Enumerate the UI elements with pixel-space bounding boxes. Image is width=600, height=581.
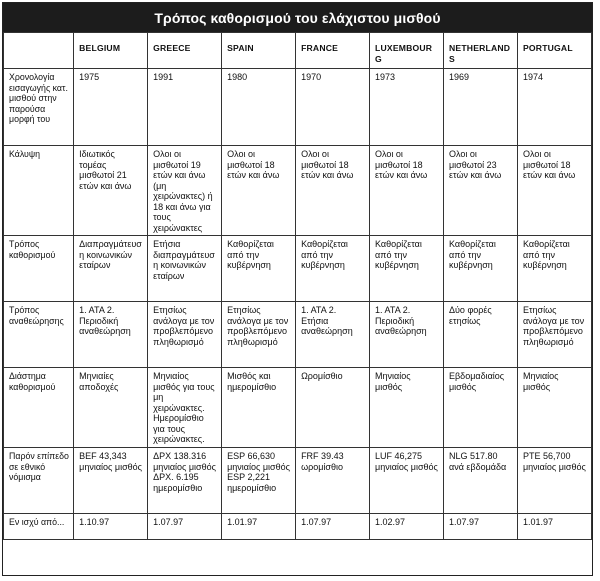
table-cell: 1991 xyxy=(148,69,222,146)
table-cell: LUF 46,275 μηνιαίος μισθός xyxy=(370,448,444,514)
header-belgium: BELGIUM xyxy=(74,33,148,69)
header-corner xyxy=(4,33,74,69)
table-cell: 1.10.97 xyxy=(74,514,148,540)
table-cell: 1. ΑΤΑ 2. Περιοδική αναθεώρηση xyxy=(74,302,148,368)
table-row xyxy=(4,236,592,302)
table-cell: 1970 xyxy=(296,69,370,146)
table-cell: Μηνιαίος μισθός xyxy=(517,368,591,448)
table-cell: 1. ΑΤΑ 2. Ετήσια αναθεώρηση xyxy=(296,302,370,368)
row-label: Τρόπος καθορισμού xyxy=(4,236,74,302)
header-greece: GREECE xyxy=(148,33,222,69)
table-cell: 1.07.97 xyxy=(148,514,222,540)
header-netherlands: NETHERLANDS xyxy=(444,33,518,69)
table-cell: 1980 xyxy=(222,69,296,146)
minimum-wage-table xyxy=(3,32,592,540)
row-label: Διάστημα καθορισμού xyxy=(4,368,74,448)
table-cell: 1974 xyxy=(517,69,591,146)
table-cell: 1975 xyxy=(74,69,148,146)
row-label: Κάλυψη xyxy=(4,146,74,236)
table-cell: Ετήσια διαπραγμάτευση κοινωνικών εταίρων xyxy=(148,236,222,302)
table-cell: PTE 56,700 μηνιαίος μισθός xyxy=(517,448,591,514)
table-cell: Εβδομαδιαίος μισθός xyxy=(444,368,518,448)
table-cell: 1973 xyxy=(370,69,444,146)
table-row xyxy=(4,514,592,540)
table-cell: Ολοι οι μισθωτοί 18 ετών και άνω xyxy=(370,146,444,236)
table-cell: 1.07.97 xyxy=(444,514,518,540)
table-cell: ΔΡΧ 138.316 μηνιαίος μισθός ΔΡΧ. 6.195 ημερομίσθιο xyxy=(148,448,222,514)
table-cell: Μηνιαίες αποδοχές xyxy=(74,368,148,448)
table-row xyxy=(4,146,592,236)
table-cell: 1969 xyxy=(444,69,518,146)
table-title: Τρόπος καθορισμού του ελάχιστου μισθού xyxy=(3,3,592,32)
table-cell: Ολοι οι μισθωτοί 19 ετών και άνω (μη χειρώνακτες) ή 18 και άνω για τους χειρώνακτες xyxy=(148,146,222,236)
table-cell: Ολοι οι μισθωτοί 23 ετών και άνω xyxy=(444,146,518,236)
header-france: FRANCE xyxy=(296,33,370,69)
table-row xyxy=(4,302,592,368)
table-cell: Καθορίζεται από την κυβέρνηση xyxy=(444,236,518,302)
table-cell: Ιδιωτικός τομέας μισθωτοί 21 ετών και άνω xyxy=(74,146,148,236)
table-cell: FRF 39.43 ωρομίσθιο xyxy=(296,448,370,514)
table-cell: Ετησίως ανάλογα με τον προβλεπόμενο πληθωρισμό xyxy=(517,302,591,368)
table-row xyxy=(4,368,592,448)
table-cell: Μηνιαίος μισθός xyxy=(370,368,444,448)
table-cell: 1.01.97 xyxy=(222,514,296,540)
table-cell: ESP 66,630 μηνιαίος μισθός ESP 2,221 ημερομίσθιο xyxy=(222,448,296,514)
row-label: Παρόν επίπεδο σε εθνικό νόμισμα xyxy=(4,448,74,514)
table-row xyxy=(4,69,592,146)
table-cell: Ολοι οι μισθωτοί 18 ετών και άνω xyxy=(517,146,591,236)
table-cell: Ολοι οι μισθωτοί 18 ετών και άνω xyxy=(222,146,296,236)
table-cell: Δύο φορές ετησίως xyxy=(444,302,518,368)
table-cell: Μισθός και ημερομίσθιο xyxy=(222,368,296,448)
table-cell: Καθορίζεται από την κυβέρνηση xyxy=(296,236,370,302)
table-cell: Διαπραγμάτευση κοινωνικών εταίρων xyxy=(74,236,148,302)
minimum-wage-table-frame xyxy=(2,2,593,576)
table-cell: Ωρομίσθιο xyxy=(296,368,370,448)
table-cell: BEF 43,343 μηνιαίος μισθός xyxy=(74,448,148,514)
table-cell: Μηνιαίος μισθός για τους μη χειρώνακτες. Ημερομίσθιο για τους χειρώνακτες. xyxy=(148,368,222,448)
table-cell: 1.01.97 xyxy=(517,514,591,540)
table-cell: 1.07.97 xyxy=(296,514,370,540)
row-label: Τρόπος αναθεώρησης xyxy=(4,302,74,368)
header-portugal: PORTUGAL xyxy=(517,33,591,69)
table-cell: Καθορίζεται από την κυβέρνηση xyxy=(517,236,591,302)
table-cell: 1. ΑΤΑ 2. Περιοδική αναθεώρηση xyxy=(370,302,444,368)
table-cell: Καθορίζεται από την κυβέρνηση xyxy=(222,236,296,302)
table-cell: Ολοι οι μισθωτοί 18 ετών και άνω xyxy=(296,146,370,236)
header-spain: SPAIN xyxy=(222,33,296,69)
header-luxembourg: LUXEMBOURG xyxy=(370,33,444,69)
header-row xyxy=(4,33,592,69)
table-cell: 1.02.97 xyxy=(370,514,444,540)
table-cell: Καθορίζεται από την κυβέρνηση xyxy=(370,236,444,302)
row-label: Εν ισχύ από... xyxy=(4,514,74,540)
table-cell: NLG 517.80 ανά εβδομάδα xyxy=(444,448,518,514)
table-row xyxy=(4,448,592,514)
row-label: Χρονολογία εισαγωγής κατ. μισθού στην παρούσα μορφή του xyxy=(4,69,74,146)
table-cell: Ετησίως ανάλογα με τον προβλεπόμενο πληθωρισμό xyxy=(222,302,296,368)
table-cell: Ετησίως ανάλογα με τον προβλεπόμενο πληθωρισμό xyxy=(148,302,222,368)
